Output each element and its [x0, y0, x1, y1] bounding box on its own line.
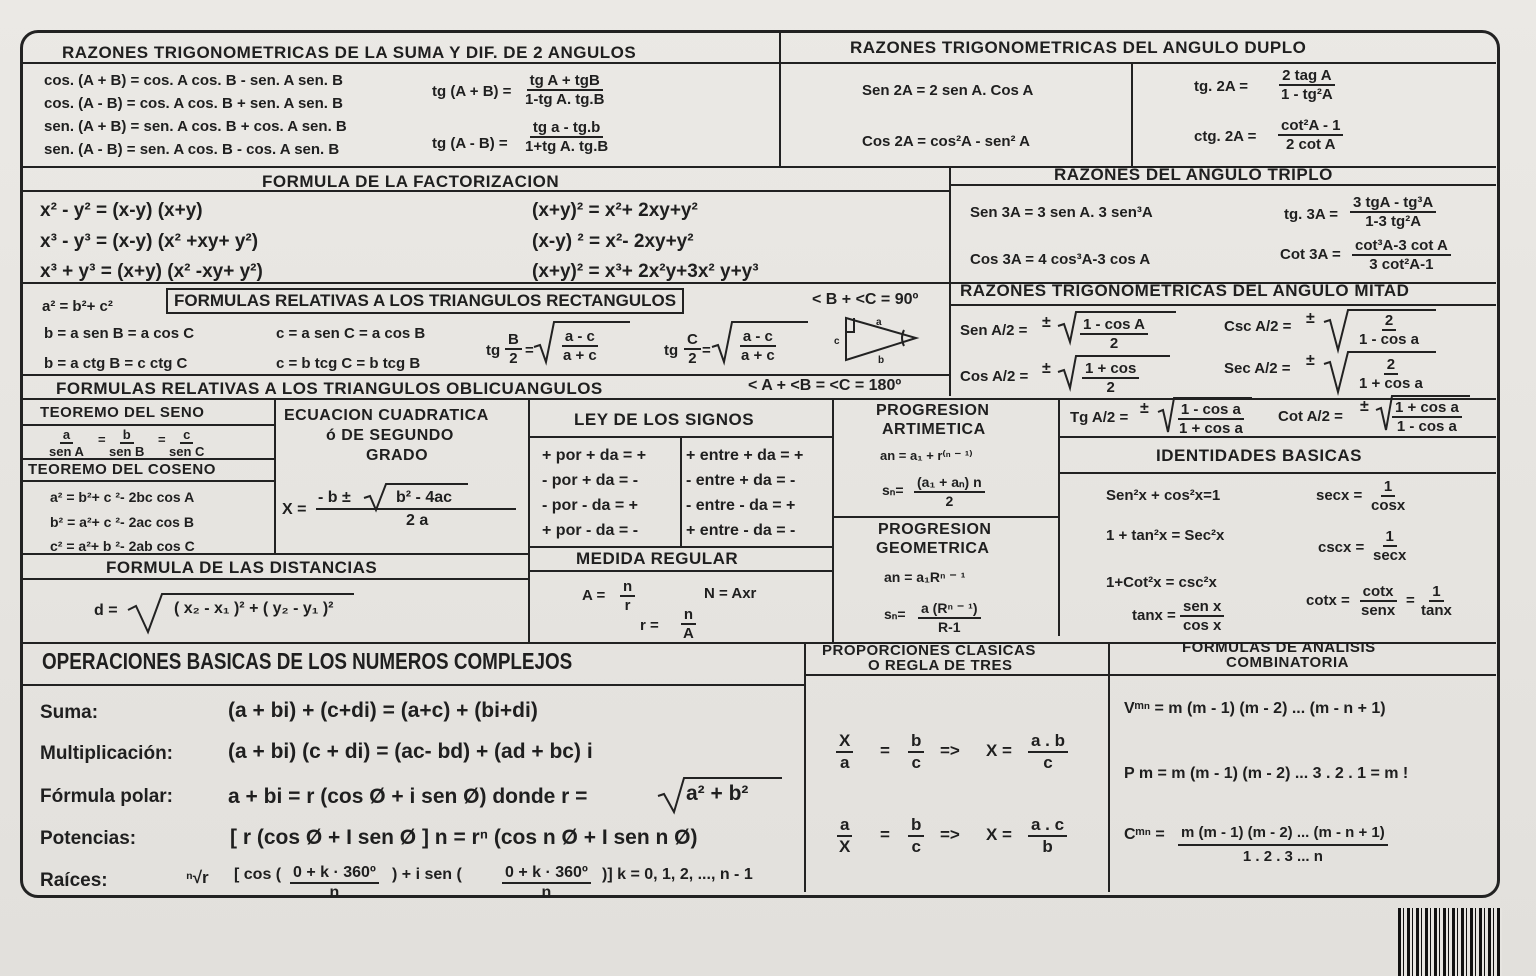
numerator: 0 + k · 360º [502, 864, 591, 884]
denominator: A [683, 625, 694, 642]
denominator: r [624, 597, 631, 614]
section-subtitle-combinatoria: COMBINATORIA [1226, 654, 1349, 671]
cotx-lhs: cotx = [1306, 592, 1350, 609]
complex-radicand: a² + b² [686, 782, 749, 805]
barcode [1398, 908, 1502, 976]
section-title-medida: MEDIDA REGULAR [576, 549, 739, 568]
denominator: cos x [1183, 617, 1222, 634]
variation-formula: Vᵐⁿ = m (m - 1) (m - 2) ... (m - n + 1) [1124, 700, 1386, 717]
measure-r-lhs: r = [640, 617, 659, 634]
rect-formula: c = b tcg C = b tcg B [276, 355, 421, 372]
denominator: 1 . 2 . 3 ... n [1242, 848, 1323, 865]
denominator: c [911, 837, 921, 856]
cot3a-lhs: Cot 3A = [1280, 246, 1341, 263]
identity: Sen²x + cos²x=1 [1106, 487, 1221, 504]
numerator: 1 [1383, 528, 1397, 547]
formula-line: cos. (A - B) = cos. A cos. B + sen. A sen. B [44, 95, 343, 112]
cos2a-formula: Cos 2A = cos²A - sen² A [862, 133, 1030, 150]
denominator: 1+tg A. tg.B [525, 138, 609, 155]
numerator: sen x [1180, 598, 1224, 617]
numerator: a (Rⁿ ⁻ ¹) [918, 600, 981, 619]
factor-right: (x+y)² = x³+ 2x²y+3x² y+y³ [532, 261, 759, 282]
factor-left: x³ - y³ = (x-y) (x² +xy+ y²) [40, 231, 259, 252]
denominator: n [329, 884, 340, 901]
numerator: a - c [562, 328, 598, 347]
numerator: 1 + cos a [1392, 399, 1462, 418]
section-title-signos: LEY DE LOS SIGNOS [574, 410, 755, 429]
sqrt-sign-sen-half [1058, 312, 1176, 342]
triangle-label-a: a [876, 317, 882, 328]
sign-rule: + por - da = - [542, 522, 639, 539]
denominator: 2 [1106, 379, 1115, 396]
equals: = [98, 432, 106, 447]
denominator: 1-tg A. tg.B [525, 91, 605, 108]
denominator: a [839, 753, 850, 772]
denominator: cosx [1371, 497, 1406, 514]
tgc-lhs: tg [664, 342, 679, 359]
numerator: a [60, 427, 73, 444]
numerator: 1 [1381, 478, 1395, 497]
numerator: cot³A-3 cot A [1352, 237, 1451, 256]
numerator: 1 - cos a [1178, 401, 1244, 420]
sqrt-sign-csc-half [1324, 310, 1436, 350]
nth-root-symbol: ⁿ√r [186, 868, 209, 887]
sign-rule: + entre - da = - [686, 522, 796, 539]
denominator: 1 - cos a [1396, 418, 1457, 435]
factor-right: (x+y)² = x²+ 2xy+y² [532, 200, 698, 221]
denominator: 2 [509, 350, 518, 367]
equals: = [880, 741, 890, 760]
numerator: a - c [740, 328, 776, 347]
numerator: C [684, 331, 701, 350]
numerator: 1 + cos [1082, 360, 1139, 379]
numerator: n [681, 606, 696, 625]
quadratic-numerator-prefix: - b ± [318, 489, 351, 506]
numerator: a . b [1028, 731, 1068, 753]
sqrt-sign-tg-half [1158, 398, 1252, 432]
complex-formula: (a + bi) (c + di) = (ac- bd) + (ad + bc) i [228, 740, 593, 763]
plus-minus: ± [1306, 352, 1315, 369]
proportion-lhs: X = [986, 741, 1012, 760]
denominator: 3 cot²A-1 [1369, 256, 1434, 273]
numerator: X [836, 731, 853, 753]
rect-formula: b = a sen B = a cos C [44, 325, 195, 342]
tg-dif-lhs: tg (A - B) = [432, 135, 508, 152]
section-title-oblicuangulos: FORMULAS RELATIVAS A LOS TRIANGULOS OBLICUANGULOS [56, 379, 603, 398]
section-title-suma: RAZONES TRIGONOMETRICAS DE LA SUMA Y DIF. DE 2 ANGULOS [62, 43, 637, 62]
cos3a-formula: Cos 3A = 4 cos³A-3 cos A [970, 251, 1151, 268]
numerator: cotx [1360, 583, 1397, 602]
denominator: tanx [1421, 602, 1452, 619]
plus-minus: ± [1042, 360, 1051, 377]
cos-half-lhs: Cos A/2 = [960, 368, 1029, 385]
geometric-an: an = a₁Rⁿ ⁻ ¹ [884, 569, 966, 585]
tg2a-lhs: tg. 2A = [1194, 78, 1249, 95]
sign-rule: - por + da = - [542, 472, 639, 489]
denominator: R-1 [937, 619, 961, 635]
sen2a-formula: Sen 2A = 2 sen A. Cos A [862, 82, 1034, 99]
section-title-combinatoria: FORMULAS DE ANALISIS [1182, 639, 1376, 656]
sign-rule: - entre - da = + [686, 497, 796, 514]
implies-arrow: => [940, 741, 960, 760]
sqrt-sign-tgb [534, 322, 630, 362]
quadratic-lhs: X = [282, 501, 307, 518]
formula-line: sen. (A - B) = sen. A cos. B - cos. A sen. B [44, 141, 340, 158]
complex-label: Suma: [40, 702, 99, 723]
equals: = [880, 825, 890, 844]
numerator: 3 tgA - tg³A [1350, 194, 1436, 213]
cot-half-lhs: Cot A/2 = [1278, 408, 1343, 425]
numerator: c [180, 427, 193, 444]
sqrt-sign-tgc [712, 322, 808, 362]
triangle-angle-arc [902, 330, 904, 346]
denominator: X [839, 837, 851, 856]
numerator: m (m - 1) (m - 2) ... (m - n + 1) [1178, 822, 1388, 846]
permutation-formula: P m = m (m - 1) (m - 2) ... 3 . 2 . 1 = m ! [1124, 765, 1409, 782]
combination-lhs: Cᵐⁿ = [1124, 826, 1165, 843]
numerator: a . c [1028, 815, 1067, 837]
pitagoras-formula: a² = b²+ c² [42, 298, 113, 315]
section-title-duplo: RAZONES TRIGONOMETRICAS DEL ANGULO DUPLO [850, 38, 1307, 57]
numerator: (a₁ + aₙ) n [914, 474, 985, 493]
triangle-label-b: b [878, 355, 885, 366]
angle-note-oblicuangulos: < A + <B = <C = 180º [748, 377, 902, 394]
sign-rule: + por + da = + [542, 447, 647, 464]
angle-note-rectangulos: < B + <C = 90º [812, 291, 919, 308]
sign-rule: + entre + da = + [686, 447, 804, 464]
formula-line: cos. (A + B) = cos. A cos. B - sen. A sen. B [44, 72, 343, 89]
tanx-lhs: tanx = [1132, 607, 1176, 624]
cosine-law-line: a² = b²+ c ²- 2bc cos A [50, 489, 195, 505]
sqrt-sign-distance [128, 594, 354, 632]
tg-half-lhs: Tg A/2 = [1070, 409, 1129, 426]
sen-half-lhs: Sen A/2 = [960, 322, 1028, 339]
rect-formula: b = a ctg B = c ctg C [44, 355, 188, 372]
section-title-proporciones: PROPORCIONES CLASICAS [822, 642, 1036, 659]
sign-rule: - entre + da = - [686, 472, 796, 489]
numerator: n [620, 578, 635, 597]
tgb-lhs: tg [486, 342, 501, 359]
arithmetic-sn-lhs: sₙ= [882, 482, 904, 498]
csc-half-lhs: Csc A/2 = [1224, 318, 1292, 335]
distance-lhs: d = [94, 602, 118, 619]
proportion-lhs: X = [986, 825, 1012, 844]
denominator: senx [1361, 602, 1396, 619]
section-subtitle-proporciones: O REGLA DE TRES [868, 657, 1013, 674]
section-title-triplo: RAZONES DEL ANGULO TRIPLO [1054, 165, 1333, 184]
section-title-seno: TEOREMO DEL SENO [40, 404, 205, 421]
section-title-mitad: RAZONES TRIGONOMETRICAS DEL ANGULO MITAD [960, 281, 1410, 300]
triangle-label-c: c [834, 336, 840, 347]
measure-n-formula: N = Axr [704, 585, 757, 602]
sqrt-sign-cot-half [1376, 396, 1470, 430]
section-title-factorizacion: FORMULA DE LA FACTORIZACION [262, 172, 560, 191]
denominator: 1 - cos a [1359, 331, 1420, 348]
root-formula-start: [ cos ( [234, 866, 282, 883]
complex-formula: a + bi = r (cos Ø + i sen Ø) donde r = [228, 785, 588, 808]
section-title-complejos: OPERACIONES BASICAS DE LOS NUMEROS COMPLEJOS [42, 648, 573, 674]
secx-lhs: secx = [1316, 487, 1363, 504]
root-formula-end: )] k = 0, 1, 2, ..., n - 1 [602, 866, 753, 883]
section-subtitle-cuadratica: ó DE SEGUNDO [326, 427, 454, 444]
equals: = [702, 342, 711, 359]
formula-line: sen. (A + B) = sen. A cos. B + cos. A sen. B [44, 118, 347, 135]
section-title-aritmetica: PROGRESION [876, 402, 990, 419]
numerator: cot²A - 1 [1278, 117, 1343, 136]
denominator: a + c [563, 347, 597, 364]
quadratic-radicand: b² - 4ac [396, 489, 453, 506]
tg-sum-lhs: tg (A + B) = [432, 83, 512, 100]
numerator: B [505, 331, 522, 350]
implies-arrow: => [940, 825, 960, 844]
denominator: secx [1373, 547, 1407, 564]
triangle-shape-icon [846, 318, 916, 360]
measure-a-lhs: A = [582, 587, 606, 604]
section-title-geometrica: PROGRESION [878, 521, 992, 538]
numerator: tg a - tg.b [530, 119, 604, 138]
sqrt-sign-sec-half [1324, 352, 1436, 392]
geometric-sn-lhs: sₙ= [884, 606, 906, 622]
denominator: 2 cot A [1286, 136, 1336, 153]
sqrt-sign-quadratic [364, 484, 468, 510]
denominator: b [1042, 837, 1053, 856]
denominator: sen A [49, 444, 84, 459]
numerator: b [120, 427, 134, 444]
complex-formula: (a + bi) + (c+di) = (a+c) + (bi+di) [228, 699, 538, 722]
section-subtitle-grado: GRADO [366, 447, 429, 464]
tg3a-lhs: tg. 3A = [1284, 206, 1339, 223]
numerator: b [908, 815, 924, 837]
numerator: tg A + tgB [527, 72, 603, 91]
cosine-law-line: c² = a²+ b ²- 2ab cos C [50, 538, 195, 554]
denominator: 1 + cos a [1179, 420, 1243, 437]
denominator: 2 [688, 350, 697, 367]
factor-left: x³ + y³ = (x+y) (x² -xy+ y²) [40, 261, 263, 282]
sqrt-sign-cos-half [1058, 356, 1170, 388]
identity: 1 + tan²x = Sec²x [1106, 527, 1225, 544]
numerator: 2 [1382, 312, 1396, 331]
numerator: 1 - cos A [1080, 316, 1148, 335]
complex-formula: [ r (cos Ø + I sen Ø ] n = rⁿ (cos n Ø + I sen n Ø) [230, 826, 698, 849]
plus-minus: ± [1360, 398, 1369, 415]
complex-label: Multiplicación: [40, 743, 173, 764]
numerator: 1 [1429, 583, 1443, 602]
denominator: a + c [741, 347, 775, 364]
section-subtitle-geometrica: GEOMETRICA [876, 540, 990, 557]
cosine-law-line: b² = a²+ c ²- 2ac cos B [50, 514, 194, 530]
sqrt-sign-polar [658, 778, 782, 812]
ctg2a-lhs: ctg. 2A = [1194, 128, 1257, 145]
section-subtitle-aritmetica: ARTIMETICA [882, 421, 986, 438]
denominator: sen B [109, 444, 145, 459]
sec-half-lhs: Sec A/2 = [1224, 360, 1291, 377]
denominator: 1 + cos a [1359, 375, 1423, 392]
arithmetic-an: an = a₁ + r⁽ⁿ ⁻ ¹⁾ [880, 448, 973, 463]
plus-minus: ± [1042, 314, 1051, 331]
numerator: a [837, 815, 852, 837]
denominator: 2 [1109, 335, 1119, 352]
distance-radicand: ( x₂ - x₁ )² + ( y₂ - y₁ )² [174, 600, 334, 617]
quadratic-denominator: 2 a [406, 512, 429, 529]
equals: = [525, 342, 534, 359]
numerator: 2 [1384, 356, 1398, 375]
denominator: sen C [169, 444, 205, 459]
denominator: c [911, 753, 921, 772]
denominator: 1-3 tg²A [1365, 213, 1422, 230]
root-formula-middle: ) + i sen ( [392, 866, 462, 883]
numerator: b [908, 731, 924, 753]
section-title-cuadratica: ECUACION CUADRATICA [284, 407, 489, 424]
section-title-identidades: IDENTIDADES BASICAS [1156, 446, 1362, 465]
denominator: 1 - tg²A [1281, 86, 1333, 103]
plus-minus: ± [1306, 310, 1315, 327]
denominator: 2 [945, 493, 954, 509]
denominator: n [541, 884, 552, 901]
factor-left: x² - y² = (x-y) (x+y) [40, 200, 203, 221]
complex-label: Potencias: [40, 828, 137, 849]
identity: 1+Cot²x = csc²x [1106, 574, 1217, 591]
factor-right: (x-y) ² = x²- 2xy+y² [532, 231, 694, 252]
rect-formula: c = a sen C = a cos B [276, 325, 426, 342]
plus-minus: ± [1140, 400, 1149, 417]
complex-label: Fórmula polar: [40, 786, 174, 807]
sen3a-formula: Sen 3A = 3 sen A. 3 sen³A [970, 204, 1153, 221]
section-title-rectangulos: FORMULAS RELATIVAS A LOS TRIANGULOS RECTANGULOS [166, 288, 684, 314]
equals: = [1406, 592, 1415, 609]
denominator: c [1043, 753, 1053, 772]
equals: = [158, 432, 166, 447]
section-title-distancias: FORMULA DE LAS DISTANCIAS [106, 558, 378, 577]
sign-rule: - por - da = + [542, 497, 639, 514]
numerator: 2 tag A [1279, 67, 1334, 86]
complex-label: Raíces: [40, 870, 108, 891]
cscx-lhs: cscx = [1318, 539, 1365, 556]
numerator: 0 + k · 360º [290, 864, 379, 884]
section-title-coseno: TEOREMO DEL COSENO [28, 461, 216, 478]
